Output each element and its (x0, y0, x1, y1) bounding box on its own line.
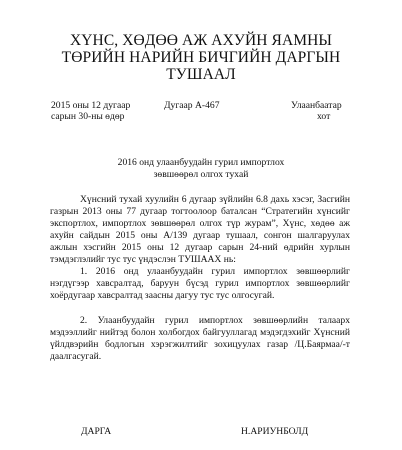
subject-line1: 2016 онд улаанбуудайн гурил импортлох (117, 157, 285, 168)
document-type-heading: ТУШААЛ (166, 66, 236, 83)
signatory-title: ДАРГА (81, 426, 112, 437)
date-line1: 2015 оны 12 дугаар (51, 100, 131, 111)
subject-line2: зөвшөөрөл олгох тухай (153, 169, 249, 180)
preamble-paragraph: Хүнсний тухай хуулийн 6 дугаар зүйлийн 6.8 дахь хэсэг, Засгийн газрын 2013 оны 77 дугаар тогтоолоор баталсан “Стратегийн хүнсийг экспортлох, импортлох зөвшөөрөл олгох түр журам”, Хүнс, хөдөө аж ахуйн сайдын 2015 оны А/139 дугаар тушаал, сонгон шалгаруулах ажлын хэсгийн 2015 оны 12 дугаар сарын 24-ний өдрийн хурлын тэмдэглэлийг тус тус үндэслэн ТУШААХ нь: (50, 194, 350, 265)
order-item-1: 1. 2016 онд улаанбуудайн гурил импортлох зөвшөөрлийг нэгдүгээр хавсралтад, баруун бүсэд гурил импортлох зөвшөөрлийг хоёрдугаар хавсралтад заасны дагуу тус тус олгосугай. (50, 266, 350, 301)
order-item-2: 2. Улаанбуудайн гурил импортлох зөвшөөрлийн талаарх мэдээллийг нийтэд болон холбогдох байгууллагад мэдэгдэхийг Хүнсний үйлдвэрийн бодлогын хэрэгжилтийг зохицуулах газар /Ц.Баярмаа/-т даалгасугай. (50, 315, 350, 362)
signatory-name: Н.АРИУНБОЛД (241, 426, 309, 437)
city-line1: Улаанбаатар (291, 100, 342, 111)
date-line2: сарын 30-ны өдөр (51, 111, 125, 122)
city-line2: хот (317, 111, 331, 122)
order-number: Дугаар А-467 (164, 100, 220, 111)
ministry-heading-line2: ТӨРИЙН НАРИЙН БИЧГИЙН ДАРГЫН (61, 49, 341, 66)
ministry-heading-line1: ХҮНС, ХӨДӨӨ АЖ АХУЙН ЯАМНЫ (69, 32, 333, 49)
